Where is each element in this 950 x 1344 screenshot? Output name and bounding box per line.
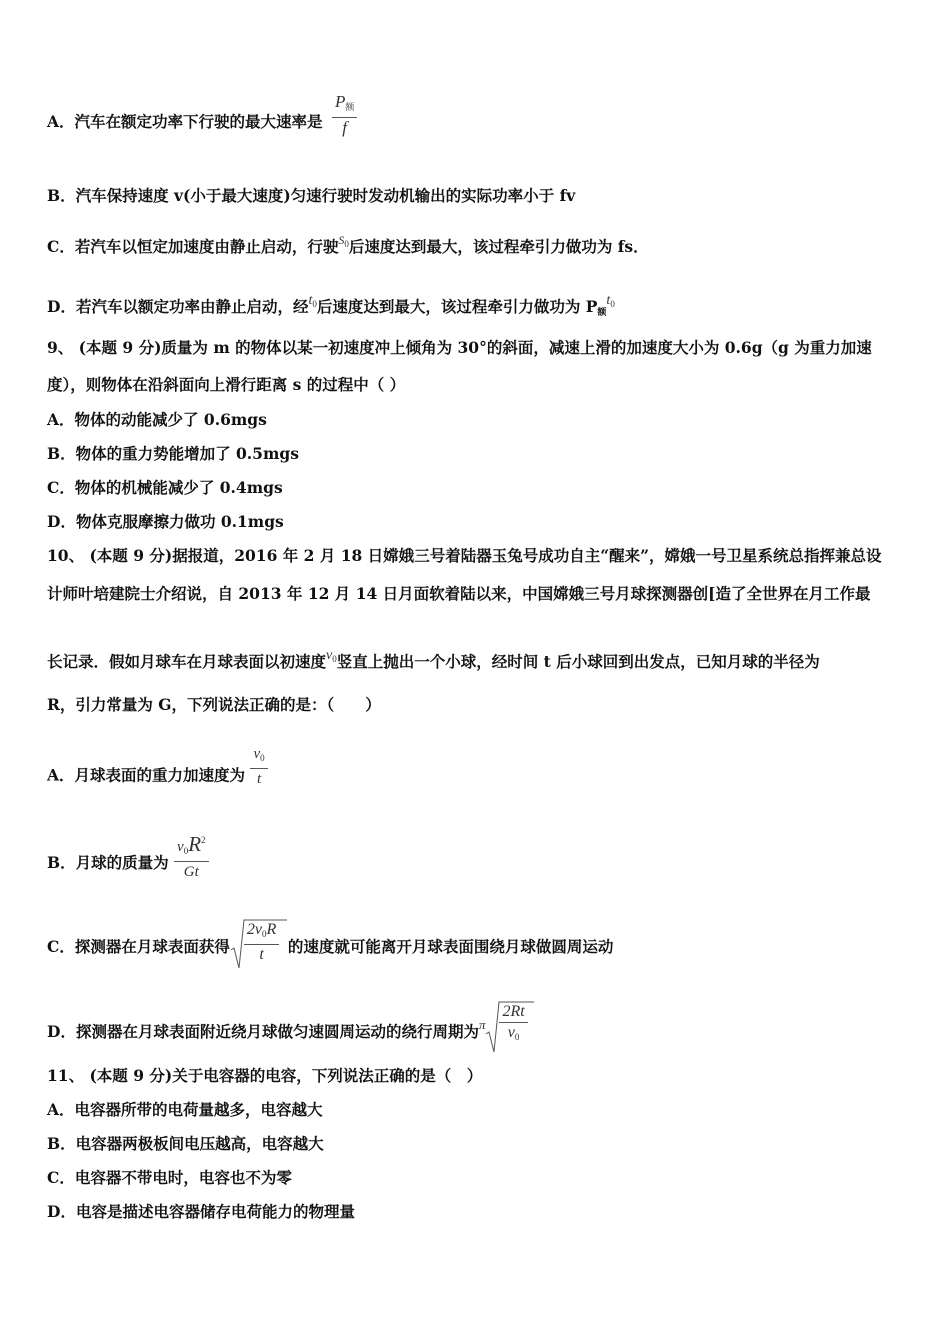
q11-option-a: A．电容器所带的电荷量越多，电容越大 xyxy=(47,1100,323,1119)
q8-option-a xyxy=(47,92,357,146)
q10-option-c: C．探测器在月球表面获得 $\frac{2v_0R}{t}$ 的速度就可能离开月球表面围绕月球做圆周运动 xyxy=(47,922,613,974)
q10-stem-line3: 长记录．假如月球车在月球表面以初速度$v_0$竖直上抛出一个小球，经时间 t 后小球回到出发点，已知月球的半径为 xyxy=(47,648,820,671)
q10-option-b-fraction: $\frac{v_0R^2}{Gt}$ xyxy=(174,830,209,882)
q10-stem-line1: 10、 (本题 9 分)据报道，2016 年 2 月 18 日嫦娥三号着陆器玉兔号成功自主“醒来”，嫦娥一号卫星系统总指挥兼总设 xyxy=(47,546,882,565)
q11-option-b: B．电容器两极板间电压越高，电容越大 xyxy=(47,1134,324,1153)
q9-option-a: A．物体的动能减少了 0.6mgs xyxy=(47,410,267,429)
q8-option-d: D．若汽车以额定功率由静止启动，经$t_0$后速度达到最大，该过程牵引力做功为 P额$t_0$ xyxy=(47,293,615,318)
q9-stem-line2: 度），则物体在沿斜面向上滑行距离 s 的过程中（ ） xyxy=(47,375,406,394)
q10-stem-line2: 计师叶培建院士介绍说，自 2013 年 12 月 14 日月面软着陆以来，中国嫦娥三号月球探测器创[造了全世界在月工作最 xyxy=(47,584,871,603)
q10-option-c-sqrt: $\frac{2v_0R}{t}$ xyxy=(230,918,288,970)
q11-option-d: D．电容是描述电容器储存电荷能力的物理量 xyxy=(47,1202,355,1221)
q8-option-c: C．若汽车以恒定加速度由静止启动，行驶$^{S_0}$后速度达到最大，该过程牵引力做功为 fs． xyxy=(47,233,649,256)
q10-option-a-fraction: $\frac{v_0}{t}$ xyxy=(250,744,267,789)
q9-option-d: D．物体克服摩擦力做功 0.1mgs xyxy=(47,512,284,531)
q10-option-a: A．月球表面的重力加速度为 $\frac{v_0}{t}$ xyxy=(47,754,268,799)
q11-stem: 11、 (本题 9 分)关于电容器的电容，下列说法正确的是（ ） xyxy=(47,1066,483,1085)
q8-option-a-fraction: $\frac{P_额}{f}$ xyxy=(332,92,357,138)
q11-option-c: C．电容器不带电时，电容也不为零 xyxy=(47,1168,292,1187)
q10-stem-line4: R，引力常量为 G，下列说法正确的是：（ ） xyxy=(47,695,381,714)
q10-option-b: B．月球的质量为 $\frac{v_0R^2}{Gt}$ xyxy=(47,838,209,890)
q9-option-b: B．物体的重力势能增加了 0.5mgs xyxy=(47,444,299,463)
q9-option-c: C．物体的机械能减少了 0.4mgs xyxy=(47,478,283,497)
q10-option-d: D．探测器在月球表面附近绕月球做匀速圆周运动的绕行周期为$^\pi$ $\frac{2Rt}{v_0}$ xyxy=(47,1006,535,1060)
q10-option-d-sqrt: $\frac{2Rt}{v_0}$ xyxy=(485,1000,535,1054)
q8-option-a-label: A．汽车在额定功率下行驶的最大速率是 xyxy=(47,112,323,131)
q8-option-b: B．汽车保持速度 v(小于最大速度)匀速行驶时发动机输出的实际功率小于 fv xyxy=(47,186,576,205)
q9-stem-line1: 9、 (本题 9 分)质量为 m 的物体以某一初速度冲上倾角为 30°的斜面，减速上滑的加速度大小为 0.6g（g 为重力加速 xyxy=(47,338,872,357)
